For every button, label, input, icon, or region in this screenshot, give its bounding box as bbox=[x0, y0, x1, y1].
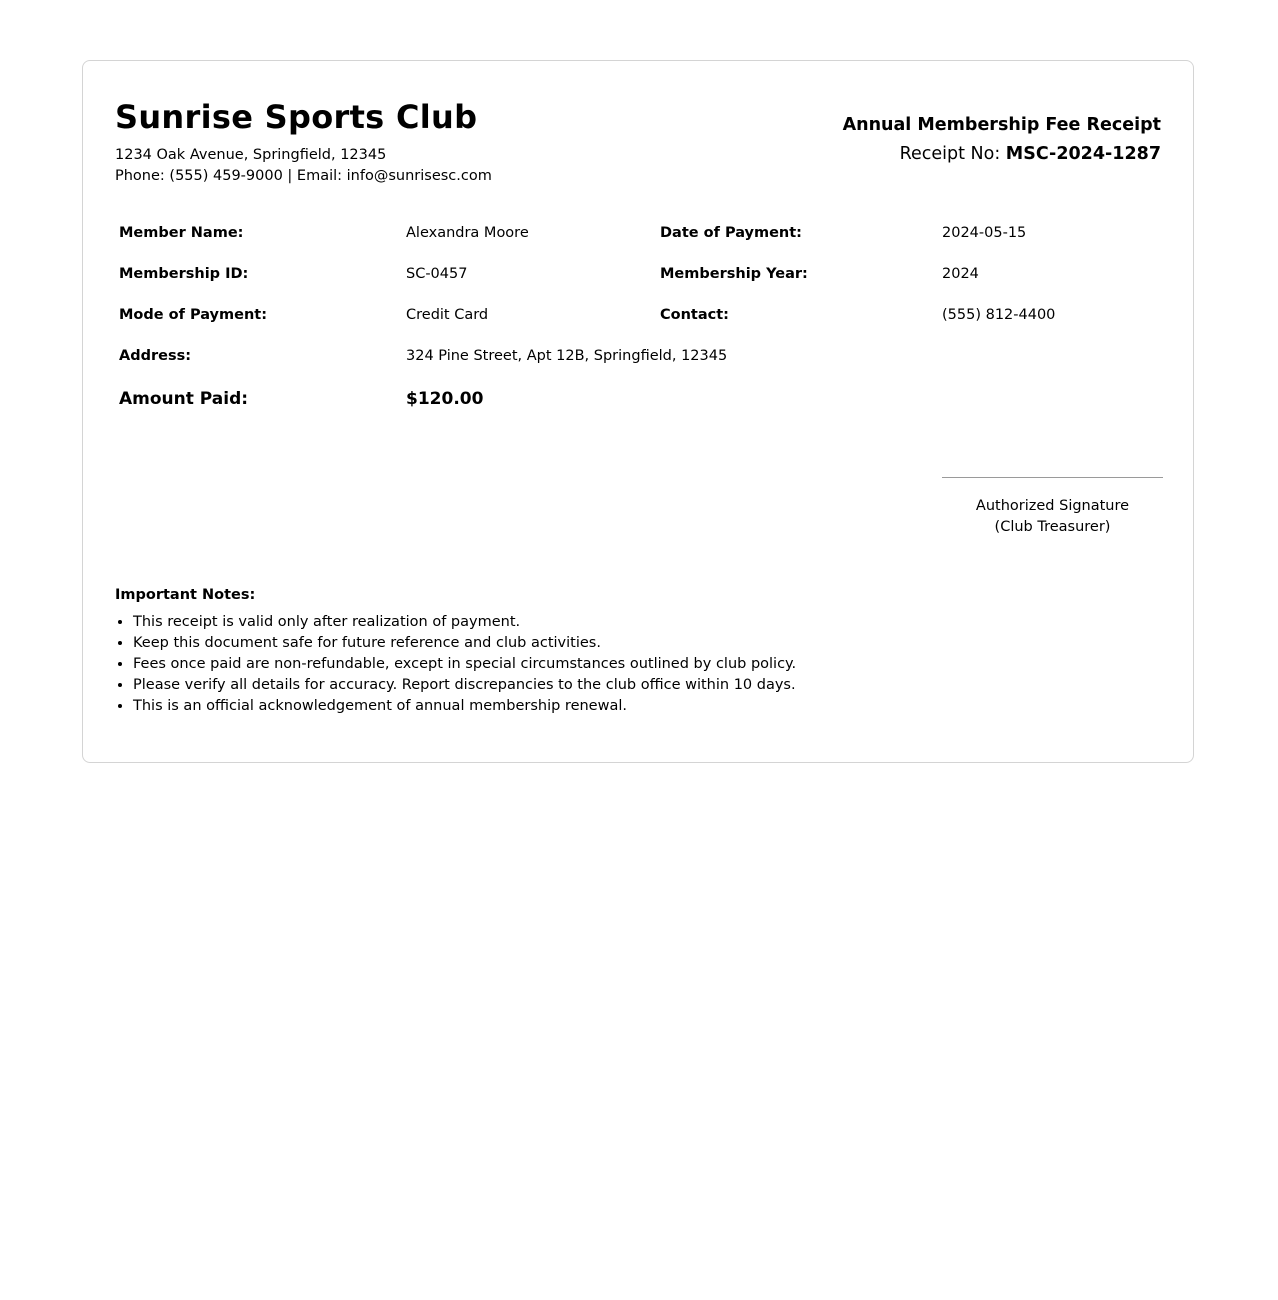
membership-id-label: Membership ID: bbox=[119, 266, 249, 282]
contact-label: Contact: bbox=[660, 307, 729, 323]
receipt-number-label: Receipt No: bbox=[899, 144, 1001, 164]
notes-list bbox=[115, 612, 1155, 717]
details-row bbox=[119, 264, 1163, 305]
address-value: 324 Pine Street, Apt 12B, Springfield, 12345 bbox=[406, 348, 728, 364]
amount-paid-value: $120.00 bbox=[406, 389, 484, 409]
details-row bbox=[119, 346, 1163, 387]
details-row bbox=[119, 223, 1163, 264]
payment-date-value: 2024-05-15 bbox=[942, 225, 1027, 241]
receipt-card bbox=[82, 60, 1194, 763]
payment-mode-label: Mode of Payment: bbox=[119, 307, 267, 323]
address-label: Address: bbox=[119, 348, 192, 364]
note-item: • Fees once paid are non-refundable, except in special circumstances outlined by club policy. bbox=[133, 654, 1155, 675]
receipt-number: MSC-2024-1287 bbox=[1005, 144, 1161, 164]
notes-title: Important Notes: bbox=[115, 587, 256, 603]
membership-year-value: 2024 bbox=[942, 266, 979, 282]
note-item: • Please verify all details for accuracy. Report discrepancies to the club office within 10 days. bbox=[133, 675, 1155, 696]
amount-row bbox=[119, 387, 1163, 428]
member-name-label: Member Name: bbox=[119, 225, 244, 241]
membership-year-label: Membership Year: bbox=[660, 266, 808, 282]
signature-line bbox=[942, 477, 1163, 478]
important-notes bbox=[115, 585, 1155, 717]
payment-mode-value: Credit Card bbox=[406, 307, 489, 323]
receipt-number-line bbox=[900, 144, 1161, 164]
payment-date-label: Date of Payment: bbox=[660, 225, 802, 241]
member-name-value: Alexandra Moore bbox=[406, 225, 529, 241]
contact-value: (555) 812-4400 bbox=[942, 307, 1056, 323]
membership-id-value: SC-0457 bbox=[406, 266, 468, 282]
signature-role: (Club Treasurer) bbox=[994, 519, 1111, 535]
club-contact-block bbox=[115, 145, 492, 187]
club-address: 1234 Oak Avenue, Springfield, 12345 bbox=[115, 147, 387, 163]
receipt-title: Annual Membership Fee Receipt bbox=[842, 115, 1161, 135]
note-item: • Keep this document safe for future reference and club activities. bbox=[133, 633, 1155, 654]
note-item: • This is an official acknowledgement of annual membership renewal. bbox=[133, 696, 1155, 717]
signature-block bbox=[942, 477, 1163, 538]
note-item: • This receipt is valid only after realization of payment. bbox=[133, 612, 1155, 633]
club-phone-email: Phone: (555) 459-9000 | Email: info@sunrisesc.com bbox=[115, 168, 492, 184]
details-row bbox=[119, 305, 1163, 346]
amount-paid-label: Amount Paid: bbox=[119, 389, 249, 409]
club-name: Sunrise Sports Club bbox=[115, 98, 478, 136]
details-table bbox=[119, 223, 1163, 428]
signature-caption: Authorized Signature bbox=[975, 498, 1130, 514]
